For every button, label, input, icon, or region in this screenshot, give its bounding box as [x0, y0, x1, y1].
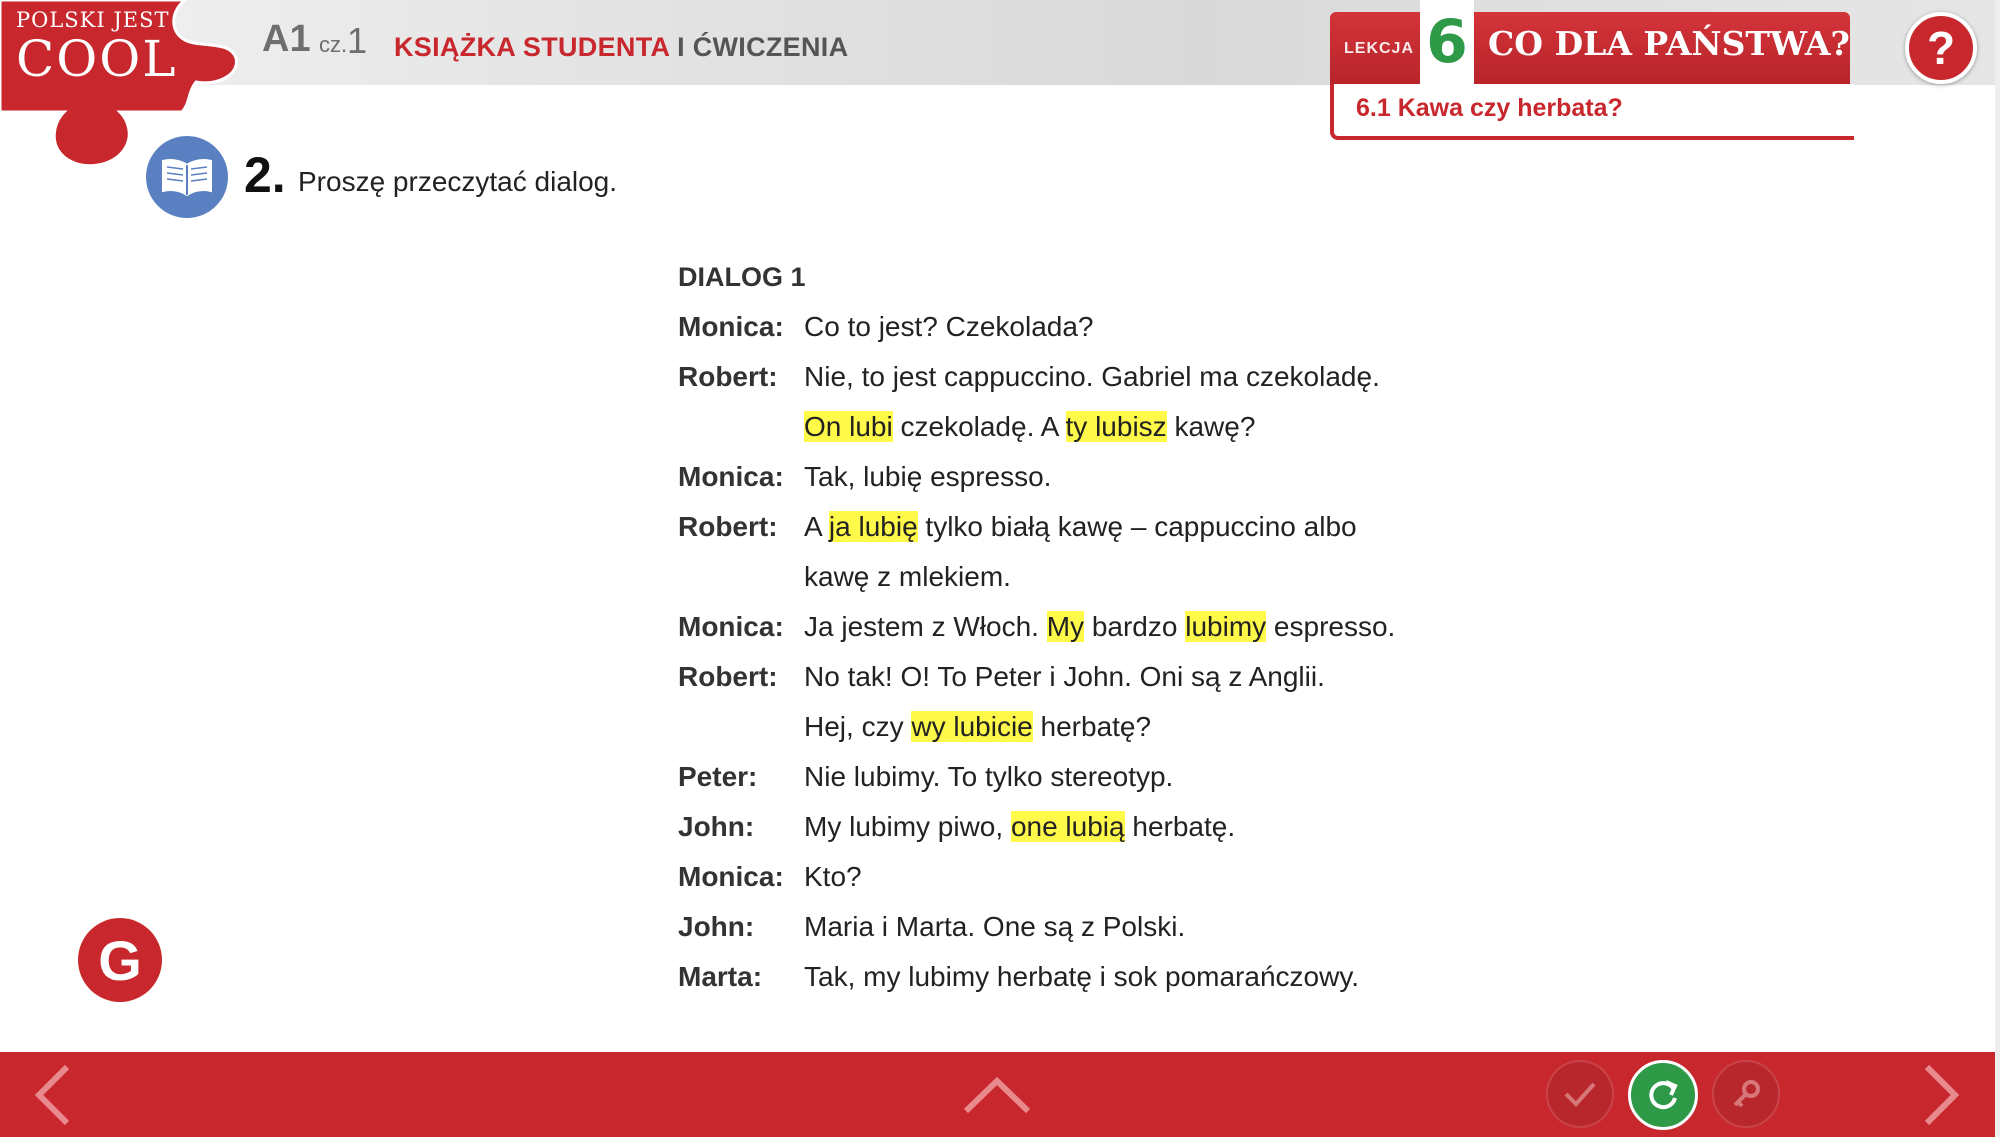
book-title [394, 32, 848, 63]
dialog-text [804, 402, 1255, 452]
dialog-text-segment: Tak, my lubimy herbatę i sok pomarańczowy. [804, 961, 1360, 992]
dialog-text-segment: czekoladę. A [892, 411, 1066, 442]
dialog-speaker: Peter: [678, 761, 758, 792]
refresh-icon [1646, 1078, 1680, 1112]
dialog-text [804, 552, 1011, 602]
dialog-line [678, 502, 1578, 552]
dialog-text-segment: tylko białą kawę – cappuccino albo [917, 511, 1357, 542]
lesson-number: 6 [1426, 7, 1468, 77]
dialog-text-segment: kawę z mlekiem. [804, 561, 1011, 592]
dialog-text-segment: Hej, czy [804, 711, 912, 742]
highlighted-verb-phrase: ja lubię [828, 511, 918, 542]
section-box [1330, 84, 1854, 140]
dialog-line [678, 452, 1578, 502]
highlighted-verb-phrase: lubimy [1185, 611, 1267, 642]
chevron-right-icon [1921, 1063, 1961, 1127]
dialog-text-segment: Nie, to jest cappuccino. Gabriel ma czekoladę. [804, 361, 1380, 392]
dialog-speaker: Robert: [678, 361, 778, 392]
dialog-text-segment: herbatę. [1124, 811, 1236, 842]
dialog-text [804, 752, 1173, 802]
highlighted-verb-phrase: My [1046, 611, 1085, 642]
dialog-text [804, 902, 1185, 952]
dialog-text-segment: herbatę? [1032, 711, 1152, 742]
dialog-line [678, 552, 1578, 602]
chevron-left-icon [33, 1063, 73, 1127]
right-border [1995, 0, 2000, 1137]
next-page-button[interactable] [1916, 1052, 1966, 1137]
dialog-line [678, 652, 1578, 702]
dialog-text-segment: espresso. [1266, 611, 1396, 642]
level-label: A1 [262, 18, 311, 60]
dialog-text [804, 802, 1235, 852]
dialog-text-segment: bardzo [1084, 611, 1186, 642]
level-part-number: 1 [347, 20, 368, 61]
lesson-number-box [1420, 0, 1474, 84]
prev-page-button[interactable] [28, 1052, 78, 1137]
book-title-sub: ĆWICZENIA [692, 32, 849, 62]
highlighted-verb-phrase: one lubią [1010, 811, 1125, 842]
grammar-button[interactable] [78, 918, 162, 1002]
dialog-speaker: Robert: [678, 511, 778, 542]
dialog-line [678, 802, 1578, 852]
dialog-line [678, 902, 1578, 952]
dialog-line [678, 402, 1578, 452]
dialog-text-segment: No tak! O! To Peter i John. Oni są z Anglii. [804, 661, 1325, 692]
dialog-speaker: John: [678, 811, 755, 842]
dialog-text-segment: Kto? [804, 861, 862, 892]
dialog-line [678, 702, 1578, 752]
dialog-speaker: Monica: [678, 461, 784, 492]
dialog-line [678, 302, 1578, 352]
dialog-line [678, 752, 1578, 802]
check-button[interactable] [1546, 1060, 1614, 1128]
task-number: 2. [244, 147, 286, 203]
dialog-speaker [678, 702, 804, 752]
help-icon: ? [1926, 22, 1956, 74]
dialog-speaker: Monica: [678, 311, 784, 342]
dialog-text [804, 702, 1151, 752]
highlighted-verb-phrase: On lubi [804, 411, 893, 442]
dialog-speaker: Monica: [678, 861, 784, 892]
dialog-text-segment: Ja jestem z Włoch. [804, 611, 1047, 642]
grammar-icon: G [98, 928, 142, 992]
lesson-tab [1330, 7, 1850, 84]
scroll-up-button[interactable] [962, 1052, 1032, 1137]
dialog-text-segment: Co to jest? Czekolada? [804, 311, 1094, 342]
highlighted-verb-phrase: wy lubicie [911, 711, 1033, 742]
logo-text-bottom: COOL [16, 30, 178, 88]
dialog-speaker [678, 402, 804, 452]
dialog-speaker: Marta: [678, 961, 763, 992]
help-button[interactable] [1905, 12, 1977, 84]
dialog-text [804, 602, 1395, 652]
dialog-speaker: Monica: [678, 611, 784, 642]
dialog-text-segment: Nie lubimy. To tylko stereotyp. [804, 761, 1174, 792]
chevron-up-icon [962, 1075, 1032, 1115]
book-title-main: KSIĄŻKA STUDENTA [394, 32, 670, 62]
section-title: 6.1 Kawa czy herbata? [1356, 94, 1623, 122]
dialog-text [804, 852, 862, 902]
dialog-text [804, 652, 1325, 702]
dialog [678, 252, 1578, 1002]
dialog-line [678, 602, 1578, 652]
key-icon [1729, 1077, 1763, 1111]
dialog-lines [678, 302, 1578, 1002]
answer-key-button[interactable] [1712, 1060, 1780, 1128]
lesson-title: CO DLA PAŃSTWA? [1488, 24, 1850, 63]
level-part-prefix: cz. [319, 32, 348, 57]
check-icon [1563, 1080, 1597, 1108]
open-book-icon [160, 157, 214, 197]
book-title-separator: I [669, 32, 693, 62]
dialog-text [804, 302, 1094, 352]
task-instruction: Proszę przeczytać dialog. [298, 166, 618, 197]
dialog-text [804, 952, 1359, 1002]
dialog-text [804, 502, 1357, 552]
dialog-speaker: Robert: [678, 661, 778, 692]
dialog-text [804, 352, 1380, 402]
dialog-title: DIALOG 1 [678, 262, 806, 292]
dialog-text-segment: A [804, 511, 829, 542]
dialog-speaker: John: [678, 911, 755, 942]
highlighted-verb-phrase: ty lubisz [1065, 411, 1167, 442]
dialog-line [678, 352, 1578, 402]
task-icon-button[interactable] [146, 136, 228, 218]
refresh-button[interactable] [1628, 1060, 1698, 1130]
logo-text-top: POLSKI JEST [16, 8, 170, 32]
lesson-word: LEKCJA [1344, 40, 1415, 57]
dialog-text-segment: My lubimy piwo, [804, 811, 1011, 842]
dialog-line [678, 852, 1578, 902]
dialog-line [678, 952, 1578, 1002]
dialog-text-segment: Tak, lubię espresso. [804, 461, 1052, 492]
dialog-text [804, 452, 1051, 502]
dialog-text-segment: Maria i Marta. One są z Polski. [804, 911, 1186, 942]
dialog-speaker [678, 552, 804, 602]
dialog-text-segment: kawę? [1166, 411, 1256, 442]
